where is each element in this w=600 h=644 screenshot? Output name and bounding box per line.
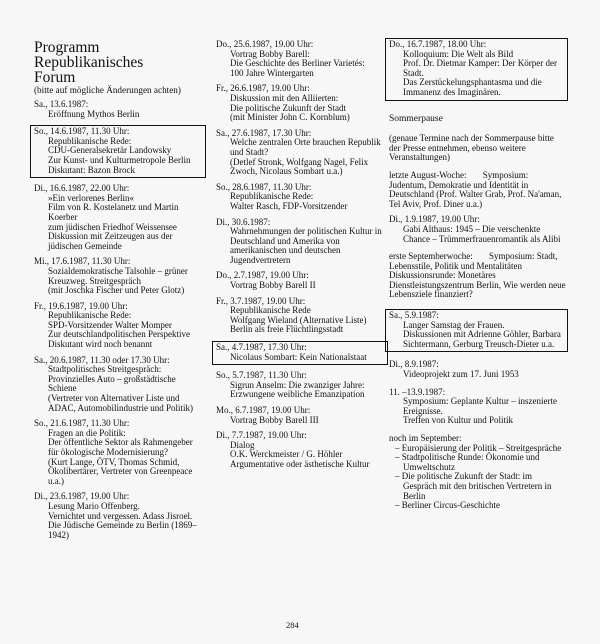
noch-list-item: – Europäisierung der Politik – Streitgespräche: [395, 442, 562, 453]
noch-list-item: – Berliner Circus-Geschichte: [395, 500, 500, 511]
program-entry: [216, 183, 386, 212]
entry-line: »Ein verlorenes Berlin«: [48, 192, 134, 203]
program-entry-symposium: [389, 388, 566, 426]
program-entry-video: [389, 360, 566, 379]
entry-line: zum jüdischen Friedhof Weissensee: [48, 221, 177, 232]
entry-line: Diskussion mit Zeitzeugen aus der jüdischen Gemeinde: [48, 231, 173, 251]
noch-heading: noch im September:: [389, 433, 462, 443]
entry-line: (Vertreter von Alternativer Liste und ADAC, Automobilindustrie und Politik): [48, 393, 194, 413]
entry-date: Fr., 26.6.1987, 19.00 Uhr:: [216, 83, 310, 94]
september-heading: erste Septemberwoche:: [389, 251, 473, 262]
program-entry: [216, 431, 386, 469]
program-entry: [34, 100, 204, 119]
program-entry: [216, 406, 386, 425]
entry-line: O.K. Werckmeister / G. Höhler: [230, 449, 343, 460]
entry-line: CDU-Generalsekretär Landowsky: [48, 145, 172, 156]
program-entry: [216, 218, 386, 266]
entry-line: (Kurt Lange, ÖTV, Thomas Schmid, Ökolibertärer, Vertreter von Greenpeace u.a.): [48, 456, 193, 486]
entry-line: Wolfgang Wieland (Alternative Liste): [230, 314, 367, 325]
entry-line: Vernichtet und vergessen. Adass Jisroel.: [48, 510, 193, 521]
entry-line: Das Zerstückelungsphantasma und die Immanenz des Imaginären.: [403, 77, 542, 97]
entry-line: Vortrag Bobby Barell II: [230, 280, 316, 291]
entry-line: Republikanische Rede: [230, 305, 311, 316]
entry-line: Argumentative oder ästhetische Kultur: [230, 458, 370, 469]
page-title: [34, 40, 204, 85]
august-section: [389, 171, 566, 209]
program-entry-althaus: [389, 215, 566, 244]
entry-line: Kolloquium: Die Welt als Bild: [403, 48, 514, 59]
entry-line: Film von R. Kostelanetz und Martin Koerber: [48, 202, 179, 222]
program-entry: [34, 419, 204, 486]
entry-date: Di., 8.9.1987:: [389, 359, 439, 370]
page-number: 284: [286, 620, 299, 630]
august-body: Symposium: Judentum, Demokratie und Identität in Deutschland (Prof. Walter Grab, Prof. Na'aman, Tel Aviv, Prof. Diner u.a.): [389, 169, 562, 209]
september-body-2: Diskussionsrunde: Monetäres Dienstleistungszentrum Berlin, Wie werden neue Lebensziele finanziert?: [389, 270, 566, 300]
col2-entries: [216, 40, 386, 470]
entry-line: Sigrun Anselm: Die zwanziger Jahre:: [230, 379, 365, 390]
entry-date: Mi., 17.6.1987, 11.30 Uhr:: [34, 256, 131, 267]
entry-line: (Detlef Stronk, Wolfgang Nagel, Felix Zwoch, Nicolaus Sombart u.a.): [230, 156, 369, 177]
entry-date: So., 5.7.1987, 11.30 Uhr:: [216, 370, 307, 381]
entry-date: Do., 2.7.1987, 19.00 Uhr:: [216, 270, 309, 281]
program-entry-frauen: [385, 309, 568, 352]
entry-date: Do., 16.7.1987, 18.00 Uhr:: [389, 39, 487, 49]
entry-line: Erzwungene weibliche Emanzipation: [230, 389, 365, 400]
program-entry-kolloquium: [385, 38, 568, 101]
entry-line: Welche zentralen Orte brauchen Republik und Stadt?: [230, 137, 381, 157]
hinweis-text: (genaue Termine nach der Sommerpause bitte der Presse entnehmen, ebenso weitere Veranstaltungen): [389, 133, 554, 163]
program-entry: [212, 341, 388, 365]
entry-line: Provinzielles Auto – großstädtische Schiene: [48, 373, 176, 394]
entry-line: Diskutant: Bazon Brock: [48, 164, 135, 175]
entry-line: SPD-Vorsitzender Walter Momper: [48, 319, 172, 330]
september-body-1: Symposium: Stadt, Lebensstile, Politik und Mentalitäten: [389, 251, 558, 271]
program-entry: [34, 257, 204, 295]
entry-line: Der öffentliche Sektor als Rahmengeber für ökologische Modernisierung?: [48, 437, 193, 457]
entry-line: Diskussion mit den Alliierten:: [230, 92, 339, 103]
entry-line: Zur deutschlandpolitischen Perspektive: [48, 329, 190, 340]
program-entry: [216, 271, 386, 290]
program-entry: [30, 125, 206, 178]
entry-line: Gabi Althaus: 1945 – Die verschenkte Chance – Trümmerfrauenromantik als Alibi: [403, 223, 561, 244]
entry-line: Videoprojekt zum 17. Juni 1953: [403, 369, 519, 380]
noch-section: [389, 434, 566, 511]
column-3: [389, 38, 566, 517]
entry-line: Wahrnehmungen der politischen Kultur in Deutschland und Amerika von amerikanischen und deutschen Jugendvertretern: [230, 226, 382, 265]
entry-line: Fragen an die Politik:: [48, 427, 126, 438]
entry-line: Berlin als freie Flüchtlingsstadt: [230, 324, 344, 335]
program-entry: [216, 129, 386, 177]
sommerpause-heading: Sommerpause: [389, 113, 443, 124]
entry-line: Die Geschichte des Berliner Varietés:: [230, 58, 365, 69]
entry-line: Zur Kunst- und Kulturmetropole Berlin: [48, 154, 191, 165]
entry-line: Diskussionen mit Adrienne Göhler, Barbara Sichtermann, Gerburg Treusch-Dieter u.a.: [403, 329, 561, 349]
entry-date: Sa., 13.6.1987:: [34, 99, 89, 109]
col1-entries: [34, 100, 204, 540]
entry-date: Sa., 4.7.1987, 17.30 Uhr:: [216, 342, 307, 353]
entry-line: Diskutant wird noch benannt: [48, 339, 153, 350]
subtitle: (bitte auf mögliche Änderungen achten): [34, 85, 181, 95]
program-entry: [216, 84, 386, 122]
entry-line: Symposium: Geplante Kultur – inszenierte Ereignisse.: [403, 396, 557, 416]
entry-date: Sa., 5.9.1987:: [389, 310, 439, 321]
program-entry: [34, 302, 204, 350]
entry-line: Vortrag Bobby Barell III: [230, 414, 319, 425]
entry-date: Mo., 6.7.1987, 19.00 Uhr:: [216, 405, 311, 415]
entry-line: Die Jüdische Gemeinde zu Berlin (1869–1942): [48, 520, 197, 540]
entry-date: Sa., 27.6.1987, 17.30 Uhr:: [216, 127, 312, 138]
entry-line: 100 Jahre Wintergarten: [230, 67, 314, 78]
program-entry: [216, 371, 386, 400]
august-heading: letzte August-Woche:: [389, 169, 467, 180]
entry-line: Die politische Zukunft der Stadt: [230, 102, 346, 113]
program-entry: [34, 492, 204, 540]
entry-line: Sozialdemokratische Talsohle – grüner Kreuzweg. Streitgespräch: [48, 265, 188, 286]
entry-date: Di., 30.6.1987:: [216, 216, 271, 227]
entry-date: So., 28.6.1987, 11.30 Uhr:: [216, 181, 312, 192]
entry-line: Republikanische Rede:: [48, 310, 132, 321]
entry-line: Vortrag Bobby Barell:: [230, 48, 310, 59]
entry-line: Lesung Mario Offenberg.: [48, 500, 140, 511]
program-entry: [216, 297, 386, 335]
entry-date: Fr., 3.7.1987, 19.00 Uhr:: [216, 295, 306, 306]
entry-line: Dialog: [230, 439, 255, 450]
entry-date: 11. –13.9.1987:: [389, 386, 446, 397]
entry-date: Fr., 19.6.1987, 19.00 Uhr:: [34, 300, 128, 311]
title-line-2: Forum: [34, 69, 76, 86]
program-entry: [34, 356, 204, 414]
entry-line: (mit Joschka Fischer und Peter Glotz): [48, 285, 185, 296]
entry-line: Republikanische Rede:: [48, 135, 132, 146]
entry-line: Walter Rasch, FDP-Vorsitzender: [230, 200, 348, 211]
entry-date: Di., 7.7.1987, 19.00 Uhr:: [216, 430, 307, 441]
column-2: [216, 40, 386, 476]
noch-list-item: – Die politische Zukunft der Stadt: im Gespräch mit den britischen Vertretern in Berlin: [395, 471, 552, 501]
entry-date: So., 14.6.1987, 11.30 Uhr:: [34, 126, 130, 137]
entry-line: Stadtpolitisches Streitgespräch:: [48, 364, 162, 375]
entry-date: Sa., 20.6.1987, 11.30 oder 17.30 Uhr:: [34, 354, 170, 365]
entry-line: Nicolaus Sombart: Kein Nationalstaat: [230, 351, 367, 362]
entry-line: Treffen von Kultur und Politik: [403, 415, 514, 426]
entry-line: Eröffnung Mythos Berlin: [48, 108, 140, 119]
entry-line: Langer Samstag der Frauen.: [403, 319, 505, 330]
entry-line: Republikanische Rede:: [230, 191, 314, 202]
entry-date: Di., 23.6.1987, 19.00 Uhr:: [34, 491, 130, 502]
noch-list-item: – Stadtpolitische Runde: Ökonomie und Umweltschutz: [395, 452, 540, 472]
entry-date: Di., 1.9.1987, 19.00 Uhr:: [389, 214, 480, 225]
program-entry: [34, 184, 204, 251]
entry-date: Di., 16.6.1987, 22.00 Uhr:: [34, 183, 130, 194]
september-section: [389, 252, 566, 300]
column-1: [34, 0, 204, 546]
entry-line: Prof. Dr. Dietmar Kamper: Der Körper der Stadt.: [403, 58, 557, 78]
entry-date: Do., 25.6.1987, 19.00 Uhr:: [216, 39, 314, 49]
entry-line: (mit Minister John C. Kornblum): [230, 112, 350, 123]
entry-date: So., 21.6.1987, 11.30 Uhr:: [34, 418, 130, 429]
program-entry: [216, 40, 386, 78]
title-line-1: Programm Republikanisches: [34, 39, 144, 71]
noch-list: [389, 444, 566, 511]
